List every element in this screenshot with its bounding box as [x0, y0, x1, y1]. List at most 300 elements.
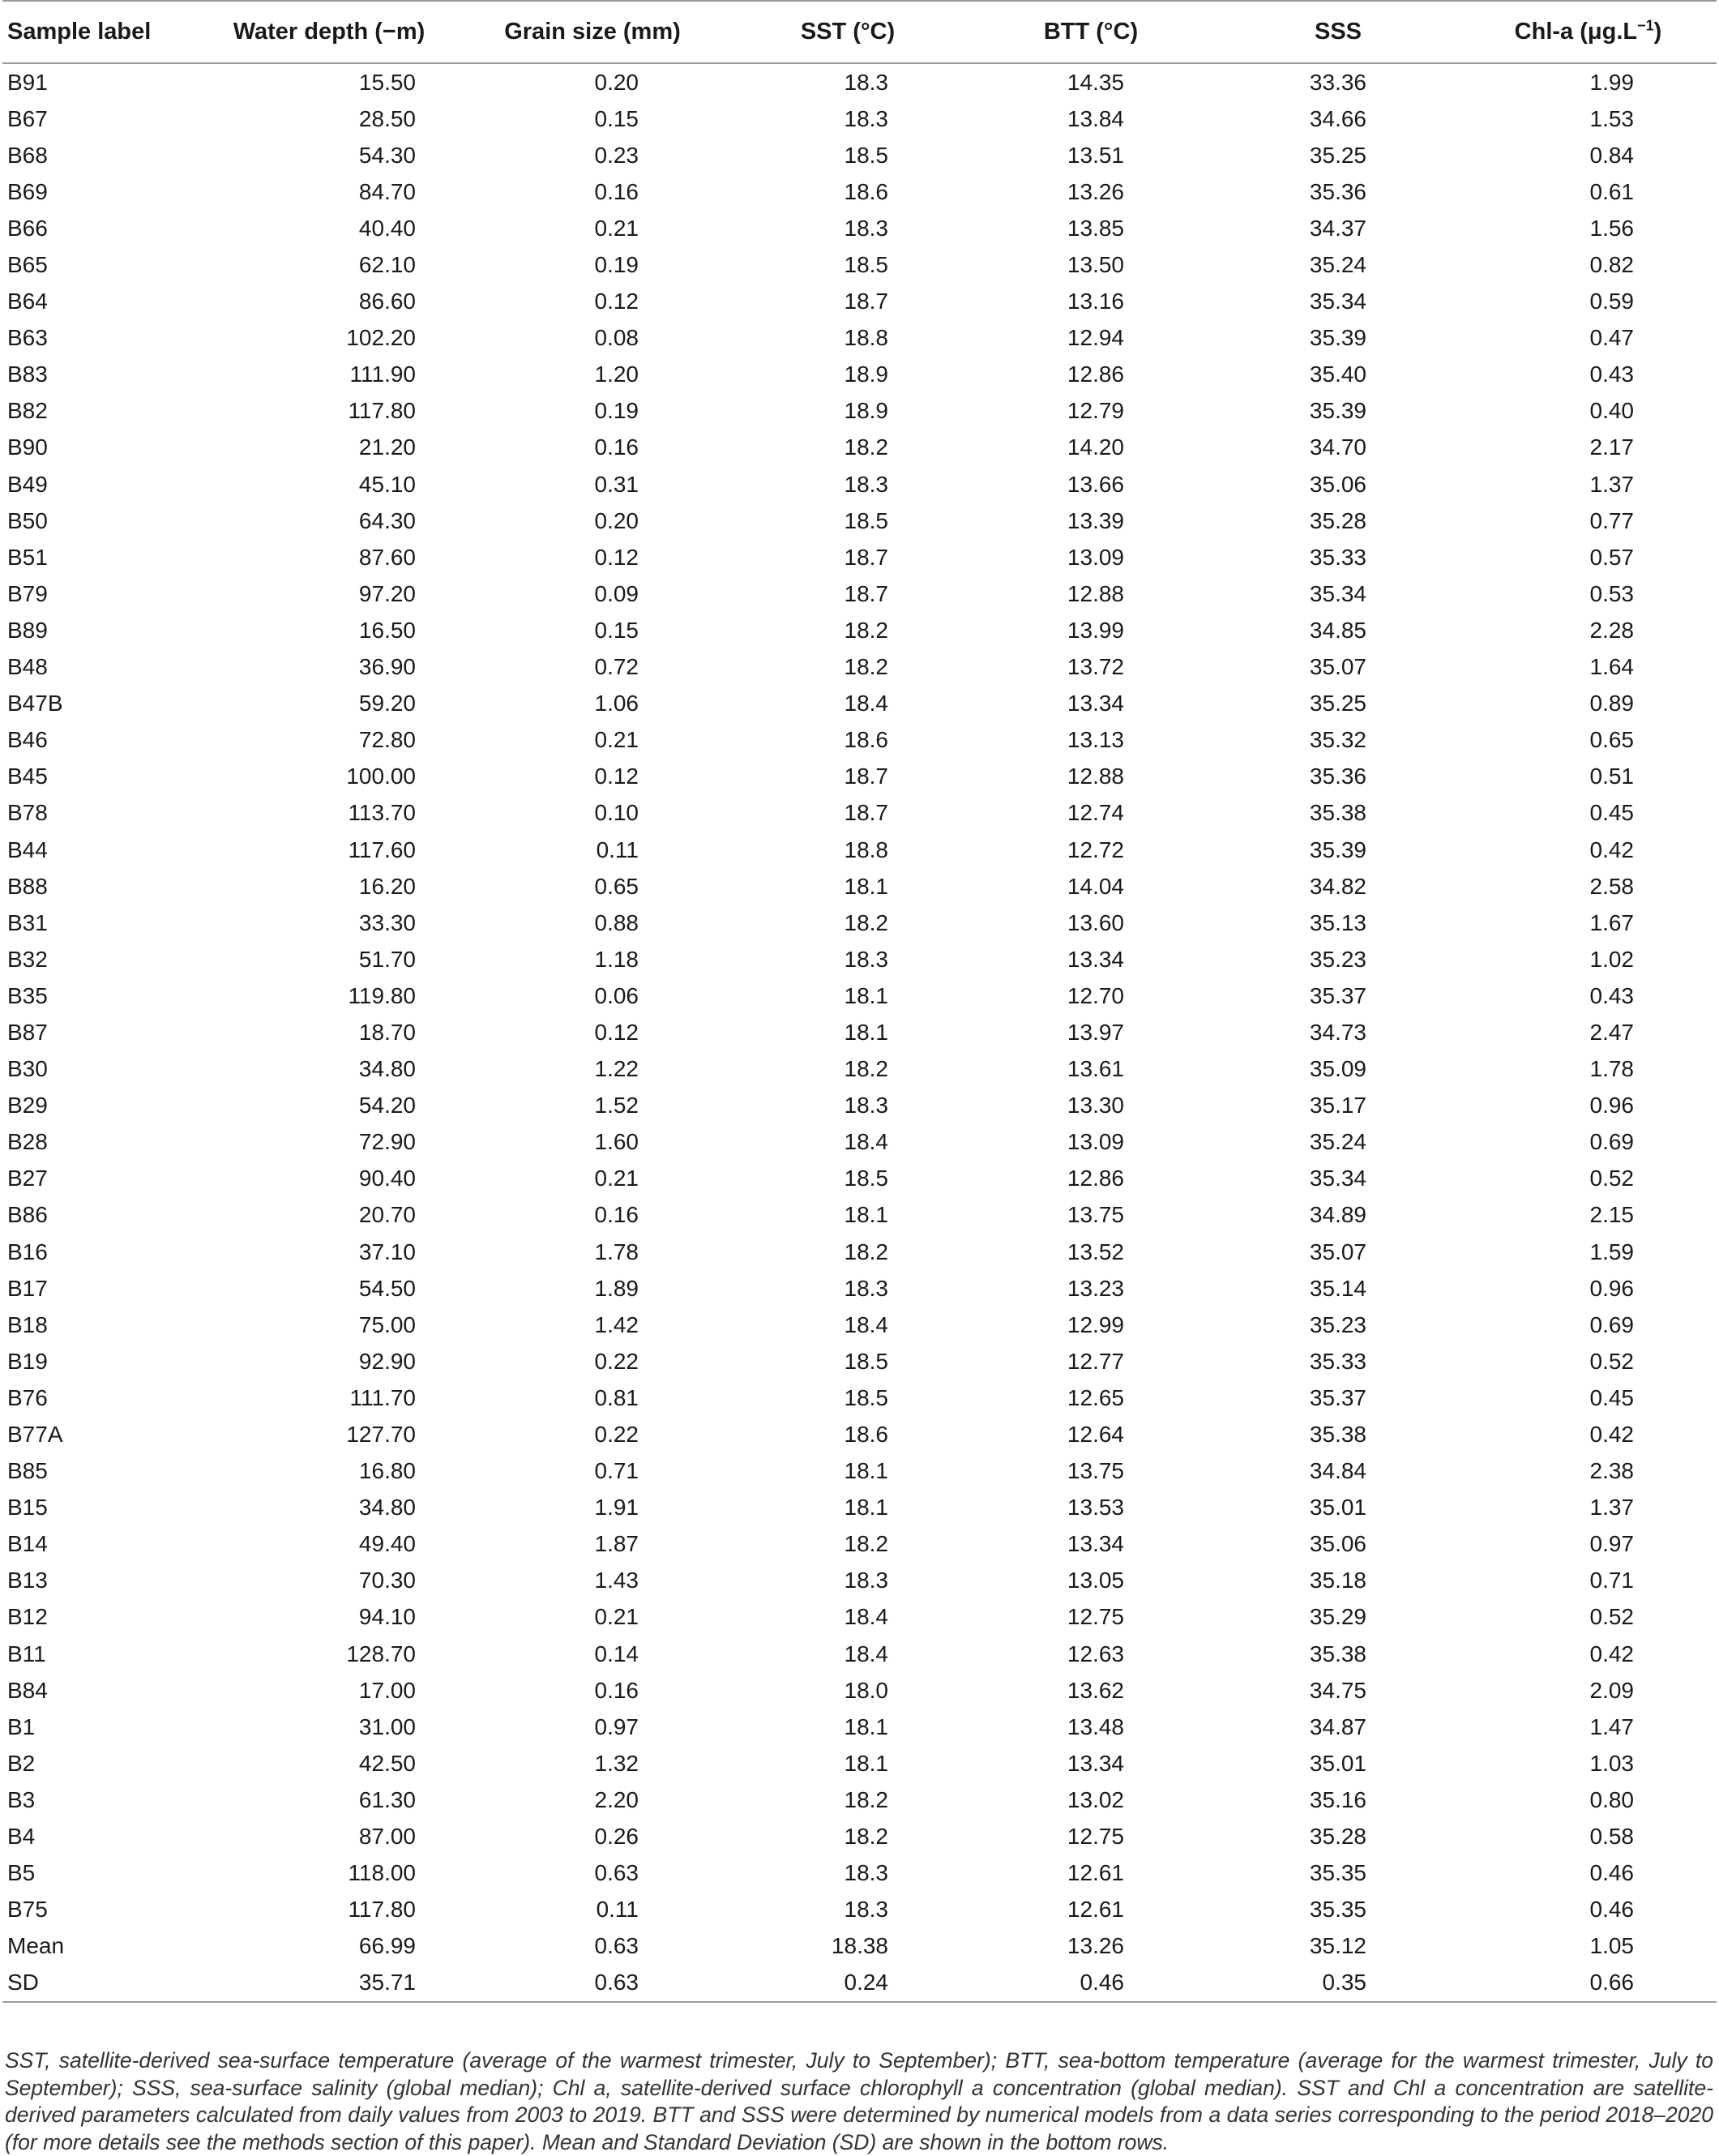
grain-size-cell: 0.65: [594, 873, 639, 899]
btt-cell: 12.86: [1067, 1166, 1124, 1191]
sample-label-cell: B49: [7, 471, 48, 497]
sss-cell: 34.82: [1309, 873, 1366, 899]
water-depth-cell: 21.20: [358, 434, 416, 460]
water-depth-cell: 86.60: [358, 289, 416, 314]
sss-cell: 35.35: [1309, 1897, 1366, 1923]
btt-cell: 12.72: [1067, 836, 1124, 862]
grain-size-cell: 0.12: [594, 1019, 639, 1045]
water-depth-cell: 15.50: [358, 69, 416, 95]
grain-size-cell: 1.91: [594, 1495, 639, 1521]
btt-cell: 13.16: [1067, 289, 1124, 314]
chl-a-cell: 0.43: [1589, 982, 1634, 1008]
sample-label-cell: B78: [7, 800, 48, 826]
btt-cell: 12.99: [1067, 1311, 1124, 1337]
grain-size-cell: 1.20: [594, 361, 639, 387]
sample-label-cell: B68: [7, 142, 48, 168]
sample-label-cell: B50: [7, 507, 48, 533]
sample-label-cell: B16: [7, 1238, 48, 1264]
chl-a-cell: 1.59: [1589, 1238, 1634, 1264]
table-row: [2, 1745, 1717, 1782]
sst-cell: 18.2: [844, 1786, 888, 1812]
btt-cell: 13.39: [1067, 507, 1124, 533]
btt-cell: 12.79: [1067, 398, 1124, 424]
table-row: [2, 357, 1717, 393]
btt-cell: 12.75: [1067, 1824, 1124, 1850]
chl-a-cell: 0.45: [1589, 1384, 1634, 1410]
sample-label-cell: B65: [7, 252, 48, 278]
grain-size-cell: 0.81: [594, 1384, 639, 1410]
water-depth-cell: 51.70: [358, 946, 416, 972]
chl-a-cell: 0.96: [1589, 1275, 1634, 1301]
sss-cell: 35.37: [1309, 1384, 1366, 1410]
chl-a-cell: 2.47: [1589, 1019, 1634, 1045]
sample-label-cell: B32: [7, 946, 48, 972]
water-depth-cell: 64.30: [358, 507, 416, 533]
table-row: [2, 1709, 1717, 1745]
btt-cell: 12.74: [1067, 800, 1124, 826]
water-depth-cell: 70.30: [358, 1568, 416, 1593]
btt-cell: 12.70: [1067, 982, 1124, 1008]
sample-label-cell: B15: [7, 1495, 48, 1521]
table-row: [2, 686, 1717, 722]
sss-cell: 33.36: [1309, 69, 1366, 95]
sst-cell: 18.3: [844, 471, 888, 497]
sst-cell: 18.3: [844, 946, 888, 972]
chl-a-cell: 0.77: [1589, 507, 1634, 533]
sample-label-cell: B86: [7, 1202, 48, 1228]
chl-a-cell: 1.05: [1589, 1933, 1634, 1959]
header-btt: BTT (°C): [965, 1, 1217, 63]
chl-a-cell: 2.09: [1589, 1677, 1634, 1703]
sst-cell: 18.5: [844, 1384, 888, 1410]
grain-size-cell: 0.97: [594, 1713, 639, 1739]
table-row: [2, 63, 1717, 101]
btt-cell: 13.97: [1067, 1019, 1124, 1045]
water-depth-cell: 35.71: [203, 1965, 455, 2002]
water-depth-cell: 18.70: [358, 1019, 416, 1045]
sss-cell: 34.87: [1309, 1713, 1366, 1739]
grain-size-cell: 1.78: [594, 1238, 639, 1264]
btt-cell: 12.65: [1067, 1384, 1124, 1410]
table-body: [2, 63, 1717, 2002]
data-table: [2, 0, 1717, 2003]
header-chl-a-text: Chl-a (μg.L: [1514, 19, 1638, 45]
grain-size-cell: 2.20: [594, 1786, 639, 1812]
water-depth-cell: 49.40: [358, 1531, 416, 1557]
sss-cell: 35.33: [1309, 1348, 1366, 1374]
btt-cell: 12.86: [1067, 361, 1124, 387]
sss-cell: 34.66: [1309, 105, 1366, 131]
table-row: [2, 1819, 1717, 1855]
btt-cell: 13.13: [1067, 727, 1124, 753]
chl-a-cell: 0.51: [1589, 764, 1634, 789]
table-row: [2, 795, 1717, 832]
sample-label-cell: Mean: [7, 1933, 65, 1959]
sample-label-cell: B76: [7, 1384, 48, 1410]
table-row: [2, 575, 1717, 612]
sss-cell: 35.25: [1309, 691, 1366, 717]
sample-label-cell: B66: [7, 215, 48, 241]
btt-cell: 13.75: [1067, 1202, 1124, 1228]
sss-cell: 35.36: [1309, 764, 1366, 789]
btt-cell: 12.88: [1067, 580, 1124, 606]
chl-a-cell: 0.46: [1589, 1897, 1634, 1923]
water-depth-cell: 113.70: [348, 800, 416, 826]
sss-cell: 35.23: [1309, 1311, 1366, 1337]
table-row: [2, 1526, 1717, 1563]
grain-size-cell: 0.26: [594, 1824, 639, 1850]
water-depth-cell: 16.50: [358, 617, 416, 643]
sst-cell: 18.2: [844, 1238, 888, 1264]
sst-cell: 18.5: [844, 1166, 888, 1191]
sst-cell: 18.2: [844, 909, 888, 935]
grain-size-cell: 0.22: [594, 1348, 639, 1374]
sample-label-cell: B14: [7, 1531, 48, 1557]
chl-a-cell: 0.57: [1589, 544, 1634, 570]
sst-cell: 18.7: [844, 764, 888, 789]
chl-a-cell: 1.37: [1589, 1495, 1634, 1521]
grain-size-cell: 0.11: [596, 1897, 639, 1923]
grain-size-cell: 0.88: [594, 909, 639, 935]
water-depth-cell: 117.60: [348, 836, 416, 862]
chl-a-cell: 1.78: [1589, 1056, 1634, 1082]
sss-cell: 35.37: [1309, 982, 1366, 1008]
sample-label-cell: B12: [7, 1604, 48, 1630]
sample-label-cell: B48: [7, 654, 48, 680]
chl-a-cell: 0.47: [1589, 325, 1634, 351]
table-row: [2, 101, 1717, 137]
header-chl-a-exponent: −1: [1637, 17, 1654, 34]
sample-label-cell: B3: [7, 1786, 36, 1812]
sample-label-cell: B85: [7, 1458, 48, 1484]
sss-cell: 34.70: [1309, 434, 1366, 460]
sss-cell: 34.89: [1309, 1202, 1366, 1228]
grain-size-cell: 0.21: [594, 215, 639, 241]
chl-a-cell: 0.61: [1589, 178, 1634, 204]
table-row: [2, 1270, 1717, 1307]
sample-label-cell: B88: [7, 873, 48, 899]
water-depth-cell: 72.90: [358, 1129, 416, 1155]
sample-label-cell: B77A: [7, 1422, 63, 1448]
sst-cell: 18.4: [844, 1129, 888, 1155]
sample-label-cell: B82: [7, 398, 48, 424]
sample-label-cell: B30: [7, 1056, 48, 1082]
chl-a-cell: 0.43: [1589, 361, 1634, 387]
chl-a-cell: 0.89: [1589, 691, 1634, 717]
btt-cell: 13.09: [1067, 1129, 1124, 1155]
water-depth-cell: 34.80: [358, 1056, 416, 1082]
sample-label-cell: B29: [7, 1093, 48, 1119]
water-depth-cell: 87.60: [358, 544, 416, 570]
grain-size-cell: 0.20: [594, 507, 639, 533]
btt-cell: 13.26: [1067, 1933, 1124, 1959]
btt-cell: 13.09: [1067, 544, 1124, 570]
header-chl-a: [1460, 1, 1717, 63]
chl-a-cell: 2.15: [1589, 1202, 1634, 1228]
sss-cell: 35.17: [1309, 1093, 1366, 1119]
sst-cell: 18.2: [844, 434, 888, 460]
water-depth-cell: 40.40: [358, 215, 416, 241]
btt-cell: 12.61: [1067, 1860, 1124, 1886]
sst-cell: 18.3: [844, 105, 888, 131]
sst-cell: 18.1: [844, 1713, 888, 1739]
chl-a-cell: 0.69: [1589, 1311, 1634, 1337]
sst-cell: 18.2: [844, 654, 888, 680]
sample-label-cell: B11: [7, 1641, 46, 1666]
btt-cell: 13.34: [1067, 691, 1124, 717]
sss-cell: 35.28: [1309, 507, 1366, 533]
btt-cell: 13.02: [1067, 1786, 1124, 1812]
water-depth-cell: 45.10: [358, 471, 416, 497]
sample-label-cell: B47B: [7, 691, 63, 717]
grain-size-cell: 0.09: [594, 580, 639, 606]
sample-label-cell: B64: [7, 289, 48, 314]
grain-size-cell: 1.60: [594, 1129, 639, 1155]
sample-label-cell: B17: [7, 1275, 48, 1301]
btt-cell: 0.46: [965, 1965, 1217, 2002]
btt-cell: 12.88: [1067, 764, 1124, 789]
water-depth-cell: 118.00: [348, 1860, 416, 1886]
btt-cell: 12.75: [1067, 1604, 1124, 1630]
sample-label-cell: B2: [7, 1750, 36, 1776]
chl-a-cell: 0.52: [1589, 1604, 1634, 1630]
water-depth-cell: 28.50: [358, 105, 416, 131]
chl-a-cell: 0.58: [1589, 1824, 1634, 1850]
water-depth-cell: 54.30: [358, 142, 416, 168]
chl-a-cell: 0.45: [1589, 800, 1634, 826]
grain-size-cell: 0.71: [594, 1458, 639, 1484]
water-depth-cell: 66.99: [358, 1933, 416, 1959]
sss-cell: 35.16: [1309, 1786, 1366, 1812]
chl-a-cell: 0.53: [1589, 580, 1634, 606]
sst-cell: 18.6: [844, 178, 888, 204]
header-row: [2, 1, 1717, 63]
sss-cell: 35.24: [1309, 1129, 1366, 1155]
chl-a-cell: 0.96: [1589, 1093, 1634, 1119]
sst-cell: 18.4: [844, 1604, 888, 1630]
sss-cell: 35.40: [1309, 361, 1366, 387]
grain-size-cell: 0.19: [594, 398, 639, 424]
sst-cell: 18.8: [844, 325, 888, 351]
table-row: [2, 1124, 1717, 1161]
sss-cell: 35.39: [1309, 836, 1366, 862]
chl-a-cell: 2.38: [1589, 1458, 1634, 1484]
sst-cell: 18.3: [844, 1897, 888, 1923]
btt-cell: 13.05: [1067, 1568, 1124, 1593]
sss-cell: 35.29: [1309, 1604, 1366, 1630]
sample-label-cell: SD: [2, 1965, 203, 2002]
btt-cell: 12.77: [1067, 1348, 1124, 1374]
grain-size-cell: 0.15: [594, 105, 639, 131]
sst-cell: 18.7: [844, 289, 888, 314]
water-depth-cell: 36.90: [358, 654, 416, 680]
table-row: [2, 941, 1717, 977]
chl-a-cell: 2.17: [1589, 434, 1634, 460]
table-row: [2, 649, 1717, 686]
sss-cell: 35.24: [1309, 252, 1366, 278]
sst-cell: 18.7: [844, 544, 888, 570]
sst-cell: 0.24: [730, 1965, 965, 2002]
sst-cell: 18.1: [844, 1495, 888, 1521]
chl-a-cell: 0.52: [1589, 1348, 1634, 1374]
water-depth-cell: 61.30: [358, 1786, 416, 1812]
water-depth-cell: 117.80: [348, 1897, 416, 1923]
sss-cell: 35.34: [1309, 580, 1366, 606]
sst-cell: 18.2: [844, 1056, 888, 1082]
chl-a-cell: 1.64: [1589, 654, 1634, 680]
chl-a-cell: 0.97: [1589, 1531, 1634, 1557]
sst-cell: 18.2: [844, 617, 888, 643]
sst-cell: 18.4: [844, 1311, 888, 1337]
sss-cell: 35.38: [1309, 800, 1366, 826]
water-depth-cell: 62.10: [358, 252, 416, 278]
table-row: [2, 1855, 1717, 1892]
water-depth-cell: 90.40: [358, 1166, 416, 1191]
sss-cell: 35.18: [1309, 1568, 1366, 1593]
sample-label-cell: B35: [7, 982, 48, 1008]
table-row: [2, 503, 1717, 539]
sample-label-cell: B83: [7, 361, 48, 387]
table-row: [2, 1672, 1717, 1709]
sample-label-cell: B5: [7, 1860, 36, 1886]
sst-cell: 18.1: [844, 1202, 888, 1228]
btt-cell: 12.61: [1067, 1897, 1124, 1923]
sss-cell: 35.32: [1309, 727, 1366, 753]
table-row: [2, 1197, 1717, 1234]
water-depth-cell: 97.20: [358, 580, 416, 606]
chl-a-cell: 0.42: [1589, 1641, 1634, 1666]
sst-cell: 18.6: [844, 1422, 888, 1448]
sss-cell: 34.73: [1309, 1019, 1366, 1045]
grain-size-cell: 1.42: [594, 1311, 639, 1337]
table-row: [2, 1307, 1717, 1343]
chl-a-cell: 1.02: [1589, 946, 1634, 972]
table-row: [2, 759, 1717, 795]
header-sample-label: Sample label: [2, 1, 203, 63]
sst-cell: 18.7: [844, 800, 888, 826]
table-row: [2, 1161, 1717, 1197]
sss-cell: 35.14: [1309, 1275, 1366, 1301]
chl-a-cell: 1.99: [1589, 69, 1634, 95]
chl-a-cell: 0.71: [1589, 1568, 1634, 1593]
chl-a-cell: 0.59: [1589, 289, 1634, 314]
table-row: [2, 1636, 1717, 1672]
grain-size-cell: 0.08: [594, 325, 639, 351]
sss-cell: 34.84: [1309, 1458, 1366, 1484]
table-row: [2, 1416, 1717, 1452]
grain-size-cell: 0.12: [594, 544, 639, 570]
table-row: [2, 1343, 1717, 1380]
grain-size-cell: 0.15: [594, 617, 639, 643]
water-depth-cell: 16.80: [358, 1458, 416, 1484]
grain-size-cell: 0.12: [594, 289, 639, 314]
grain-size-cell: 1.18: [594, 946, 639, 972]
sss-cell: 35.12: [1309, 1933, 1366, 1959]
sst-cell: 18.1: [844, 1019, 888, 1045]
water-depth-cell: 17.00: [358, 1677, 416, 1703]
grain-size-cell: 0.21: [594, 1604, 639, 1630]
water-depth-cell: 16.20: [358, 873, 416, 899]
grain-size-cell: 0.31: [594, 471, 639, 497]
grain-size-cell: 1.32: [594, 1750, 639, 1776]
sst-cell: 18.1: [844, 1750, 888, 1776]
grain-size-cell: 0.63: [594, 1933, 639, 1959]
chl-a-cell: 1.37: [1589, 471, 1634, 497]
table-row: [2, 1892, 1717, 1928]
btt-cell: 14.04: [1067, 873, 1124, 899]
chl-a-cell: 0.69: [1589, 1129, 1634, 1155]
sst-cell: 18.3: [844, 1568, 888, 1593]
btt-cell: 13.72: [1067, 654, 1124, 680]
sss-cell: 35.39: [1309, 398, 1366, 424]
water-depth-cell: 117.80: [348, 398, 416, 424]
sst-cell: 18.1: [844, 982, 888, 1008]
header-grain-size: Grain size (mm): [455, 1, 730, 63]
chl-a-cell: 0.66: [1460, 1965, 1717, 2002]
grain-size-cell: 1.89: [594, 1275, 639, 1301]
water-depth-cell: 37.10: [358, 1238, 416, 1264]
water-depth-cell: 31.00: [358, 1713, 416, 1739]
sample-label-cell: B44: [7, 836, 48, 862]
sample-label-cell: B91: [7, 69, 48, 95]
grain-size-cell: 0.72: [594, 654, 639, 680]
sst-cell: 18.3: [844, 69, 888, 95]
water-depth-cell: 111.90: [349, 361, 416, 387]
table-row: [2, 1014, 1717, 1050]
sample-label-cell: B84: [7, 1677, 48, 1703]
btt-cell: 12.63: [1067, 1641, 1124, 1666]
water-depth-cell: 100.00: [346, 764, 416, 789]
sss-cell: 35.25: [1309, 142, 1366, 168]
chl-a-cell: 1.67: [1589, 909, 1634, 935]
sample-label-cell: B75: [7, 1897, 48, 1923]
sst-cell: 18.9: [844, 398, 888, 424]
sss-cell: 35.07: [1309, 1238, 1366, 1264]
grain-size-cell: 1.43: [594, 1568, 639, 1593]
chl-a-cell: 0.52: [1589, 1166, 1634, 1191]
sss-cell: 35.34: [1309, 289, 1366, 314]
sss-cell: 35.23: [1309, 946, 1366, 972]
btt-cell: 13.61: [1067, 1056, 1124, 1082]
water-depth-cell: 84.70: [358, 178, 416, 204]
sample-label-cell: B87: [7, 1019, 48, 1045]
sst-cell: 18.3: [844, 1275, 888, 1301]
sss-cell: 35.35: [1309, 1860, 1366, 1886]
grain-size-cell: 0.22: [594, 1422, 639, 1448]
sss-cell: 35.36: [1309, 178, 1366, 204]
sss-cell: 35.39: [1309, 325, 1366, 351]
table-row: [2, 466, 1717, 503]
water-depth-cell: 75.00: [358, 1311, 416, 1337]
chl-a-cell: 1.47: [1589, 1713, 1634, 1739]
table-row: [2, 722, 1717, 759]
sst-cell: 18.4: [844, 1641, 888, 1666]
sst-cell: 18.5: [844, 252, 888, 278]
table-row: [2, 210, 1717, 246]
sample-label-cell: B28: [7, 1129, 48, 1155]
sample-label-cell: B45: [7, 764, 48, 789]
sample-label-cell: B51: [7, 544, 48, 570]
sample-label-cell: B89: [7, 617, 48, 643]
btt-cell: 13.66: [1067, 471, 1124, 497]
btt-cell: 13.84: [1067, 105, 1124, 131]
water-depth-cell: 87.00: [358, 1824, 416, 1850]
water-depth-cell: 34.80: [358, 1495, 416, 1521]
grain-size-cell: 0.16: [594, 178, 639, 204]
water-depth-cell: 42.50: [358, 1750, 416, 1776]
water-depth-cell: 119.80: [348, 982, 416, 1008]
btt-cell: 13.85: [1067, 215, 1124, 241]
